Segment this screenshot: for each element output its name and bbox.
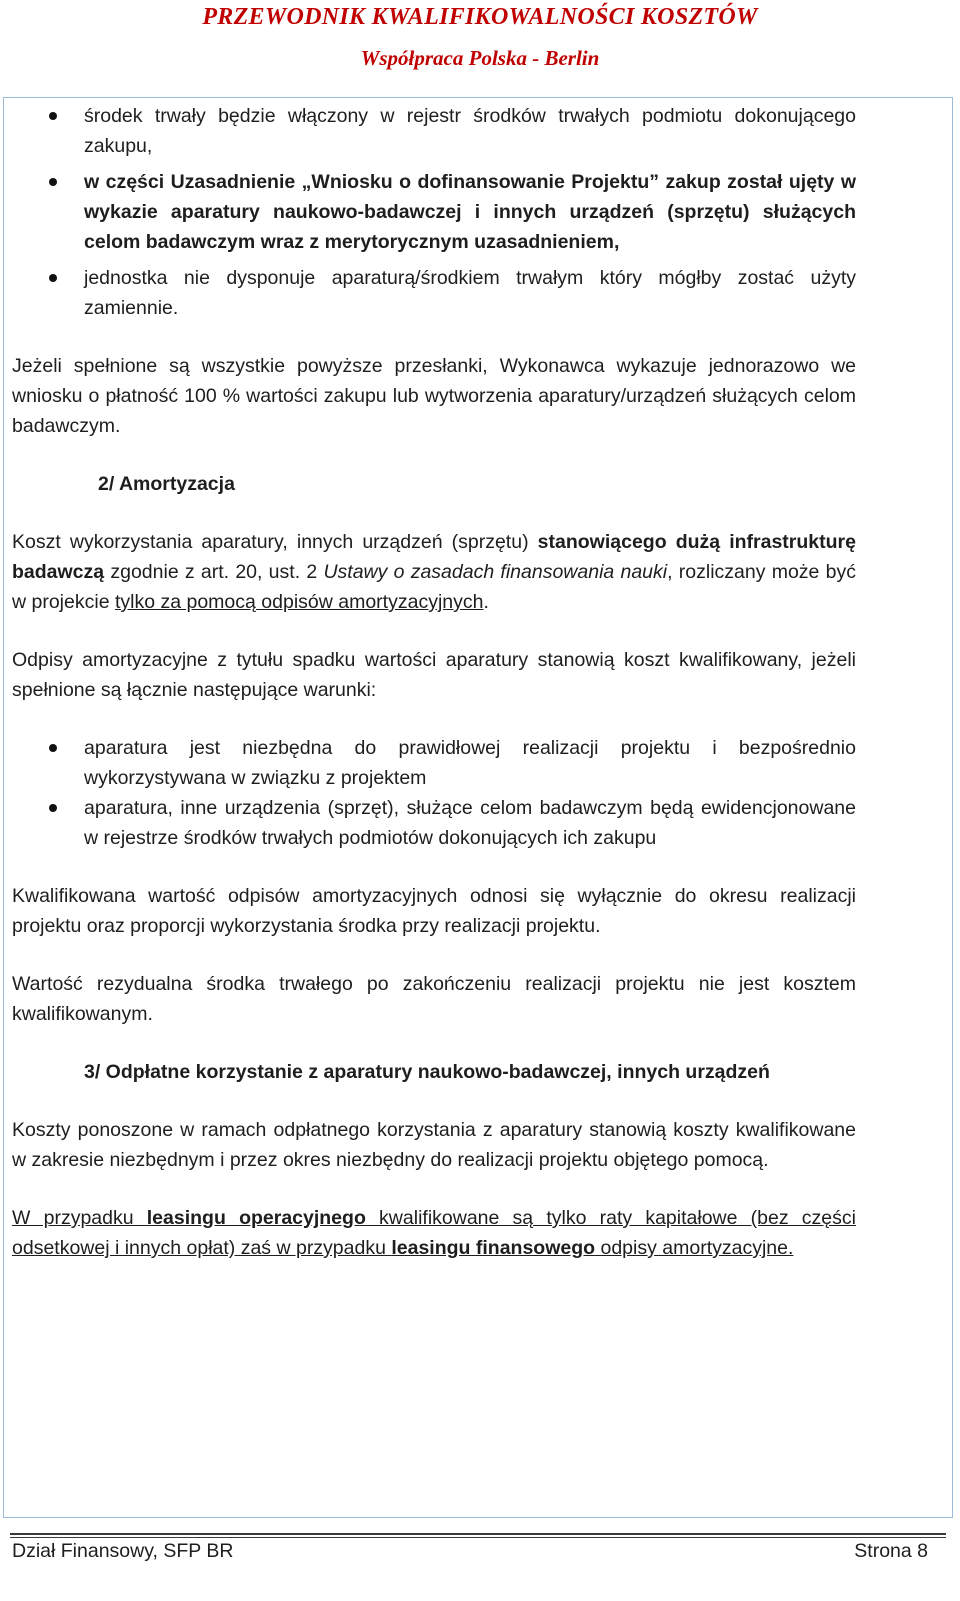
paragraph-usage-cost xyxy=(12,527,856,617)
footer-divider xyxy=(10,1533,946,1535)
list-item-text: aparatura, inne urządzenia (sprzęt), służące celom badawczym będą ewidencjonowane w rejestrze środków trwałych podmiotów dokonujących ich zakupu xyxy=(84,797,856,849)
list-item xyxy=(12,733,856,793)
list-item xyxy=(12,167,856,257)
header-subtitle: Współpraca Polska - Berlin xyxy=(360,46,600,70)
bullet-list-depreciation xyxy=(12,733,856,853)
text-run-bold: leasingu finansowego xyxy=(391,1237,596,1259)
list-item-text: środek trwały będzie włączony w rejestr środków trwałych podmiotu dokonującego zakupu, xyxy=(84,105,856,157)
section-heading-amortization: 2/ Amortyzacja xyxy=(98,473,235,495)
list-item-text: jednostka nie dysponuje aparaturą/środkiem trwałym który mógłby zostać użyty zamiennie. xyxy=(84,267,856,319)
paragraph-qualified-value: Kwalifikowana wartość odpisów amortyzacyjnych odnosi się wyłącznie do okresu realizacji projektu oraz proporcji wykorzystania środka przy realizacji projektu. xyxy=(12,885,856,937)
text-run: . xyxy=(483,591,489,613)
page-content xyxy=(12,101,856,1263)
text-run-bold: leasingu operacyjnego xyxy=(146,1207,366,1229)
text-run: zgodnie z art. 20, ust. 2 xyxy=(104,561,324,583)
paragraph-paid-use-costs: Koszty ponoszone w ramach odpłatnego korzystania z aparatury stanowią koszty kwalifikowane w zakresie niezbędnym i przez okres niezbędny do realizacji projektu objętego pomocą. xyxy=(12,1119,856,1171)
paragraph-leasing xyxy=(12,1203,856,1263)
footer-divider xyxy=(10,1537,946,1538)
section-heading-paid-use: 3/ Odpłatne korzystanie z aparatury naukowo-badawczej, innych urządzeń xyxy=(84,1061,770,1083)
paragraph-depreciation: Odpisy amortyzacyjne z tytułu spadku wartości aparatury stanowią koszt kwalifikowany, jeżeli spełnione są łącznie następujące warunki: xyxy=(12,649,856,701)
header-title: PRZEWODNIK KWALIFIKOWALNOŚCI KOSZTÓW xyxy=(202,4,758,30)
bullet-list-conditions xyxy=(12,101,856,323)
text-run: Koszt wykorzystania aparatury, innych urządzeń (sprzętu) xyxy=(12,531,538,553)
list-item xyxy=(12,263,856,323)
page-number: Strona 8 xyxy=(854,1540,928,1562)
text-run-italic: Ustawy o zasadach finansowania nauki xyxy=(323,561,668,583)
list-item-text: w części Uzasadnienie „Wniosku o dofinansowanie Projektu” zakup został ujęty w wykazie aparatury naukowo-badawczej i innych urządzeń (sprzętu) służących celom badawczym wraz z merytorycznym uzasadnieniem, xyxy=(84,171,856,253)
text-run: kwalifikowane są tylko raty kapitałowe (bez części odsetkowej i innych opłat) zaś w przypadku xyxy=(12,1207,856,1259)
paragraph-single-payment: Jeżeli spełnione są wszystkie powyższe przesłanki, Wykonawca wykazuje jednorazowo we wniosku o płatność 100 % wartości zakupu lub wytworzenia aparatury/urządzeń służących celom badawczym. xyxy=(12,355,856,437)
list-item xyxy=(12,101,856,161)
text-run-underlined: tylko za pomocą odpisów amortyzacyjnych xyxy=(114,591,484,613)
text-run-bold: stanowiącego dużą infrastrukturę badawczą xyxy=(12,531,856,583)
list-item-text: aparatura jest niezbędna do prawidłowej realizacji projektu i bezpośrednio wykorzystywana w związku z projektem xyxy=(84,737,856,789)
paragraph-residual-value: Wartość rezydualna środka trwałego po zakończeniu realizacji projektu nie jest kosztem kwalifikowanym. xyxy=(12,973,856,1025)
text-run: odpisy amortyzacyjne. xyxy=(595,1237,794,1259)
text-run: , rozliczany może być w projekcie xyxy=(12,561,856,613)
footer-department: Dział Finansowy, SFP BR xyxy=(12,1540,234,1562)
list-item xyxy=(12,793,856,853)
text-run: W przypadku xyxy=(12,1207,147,1229)
